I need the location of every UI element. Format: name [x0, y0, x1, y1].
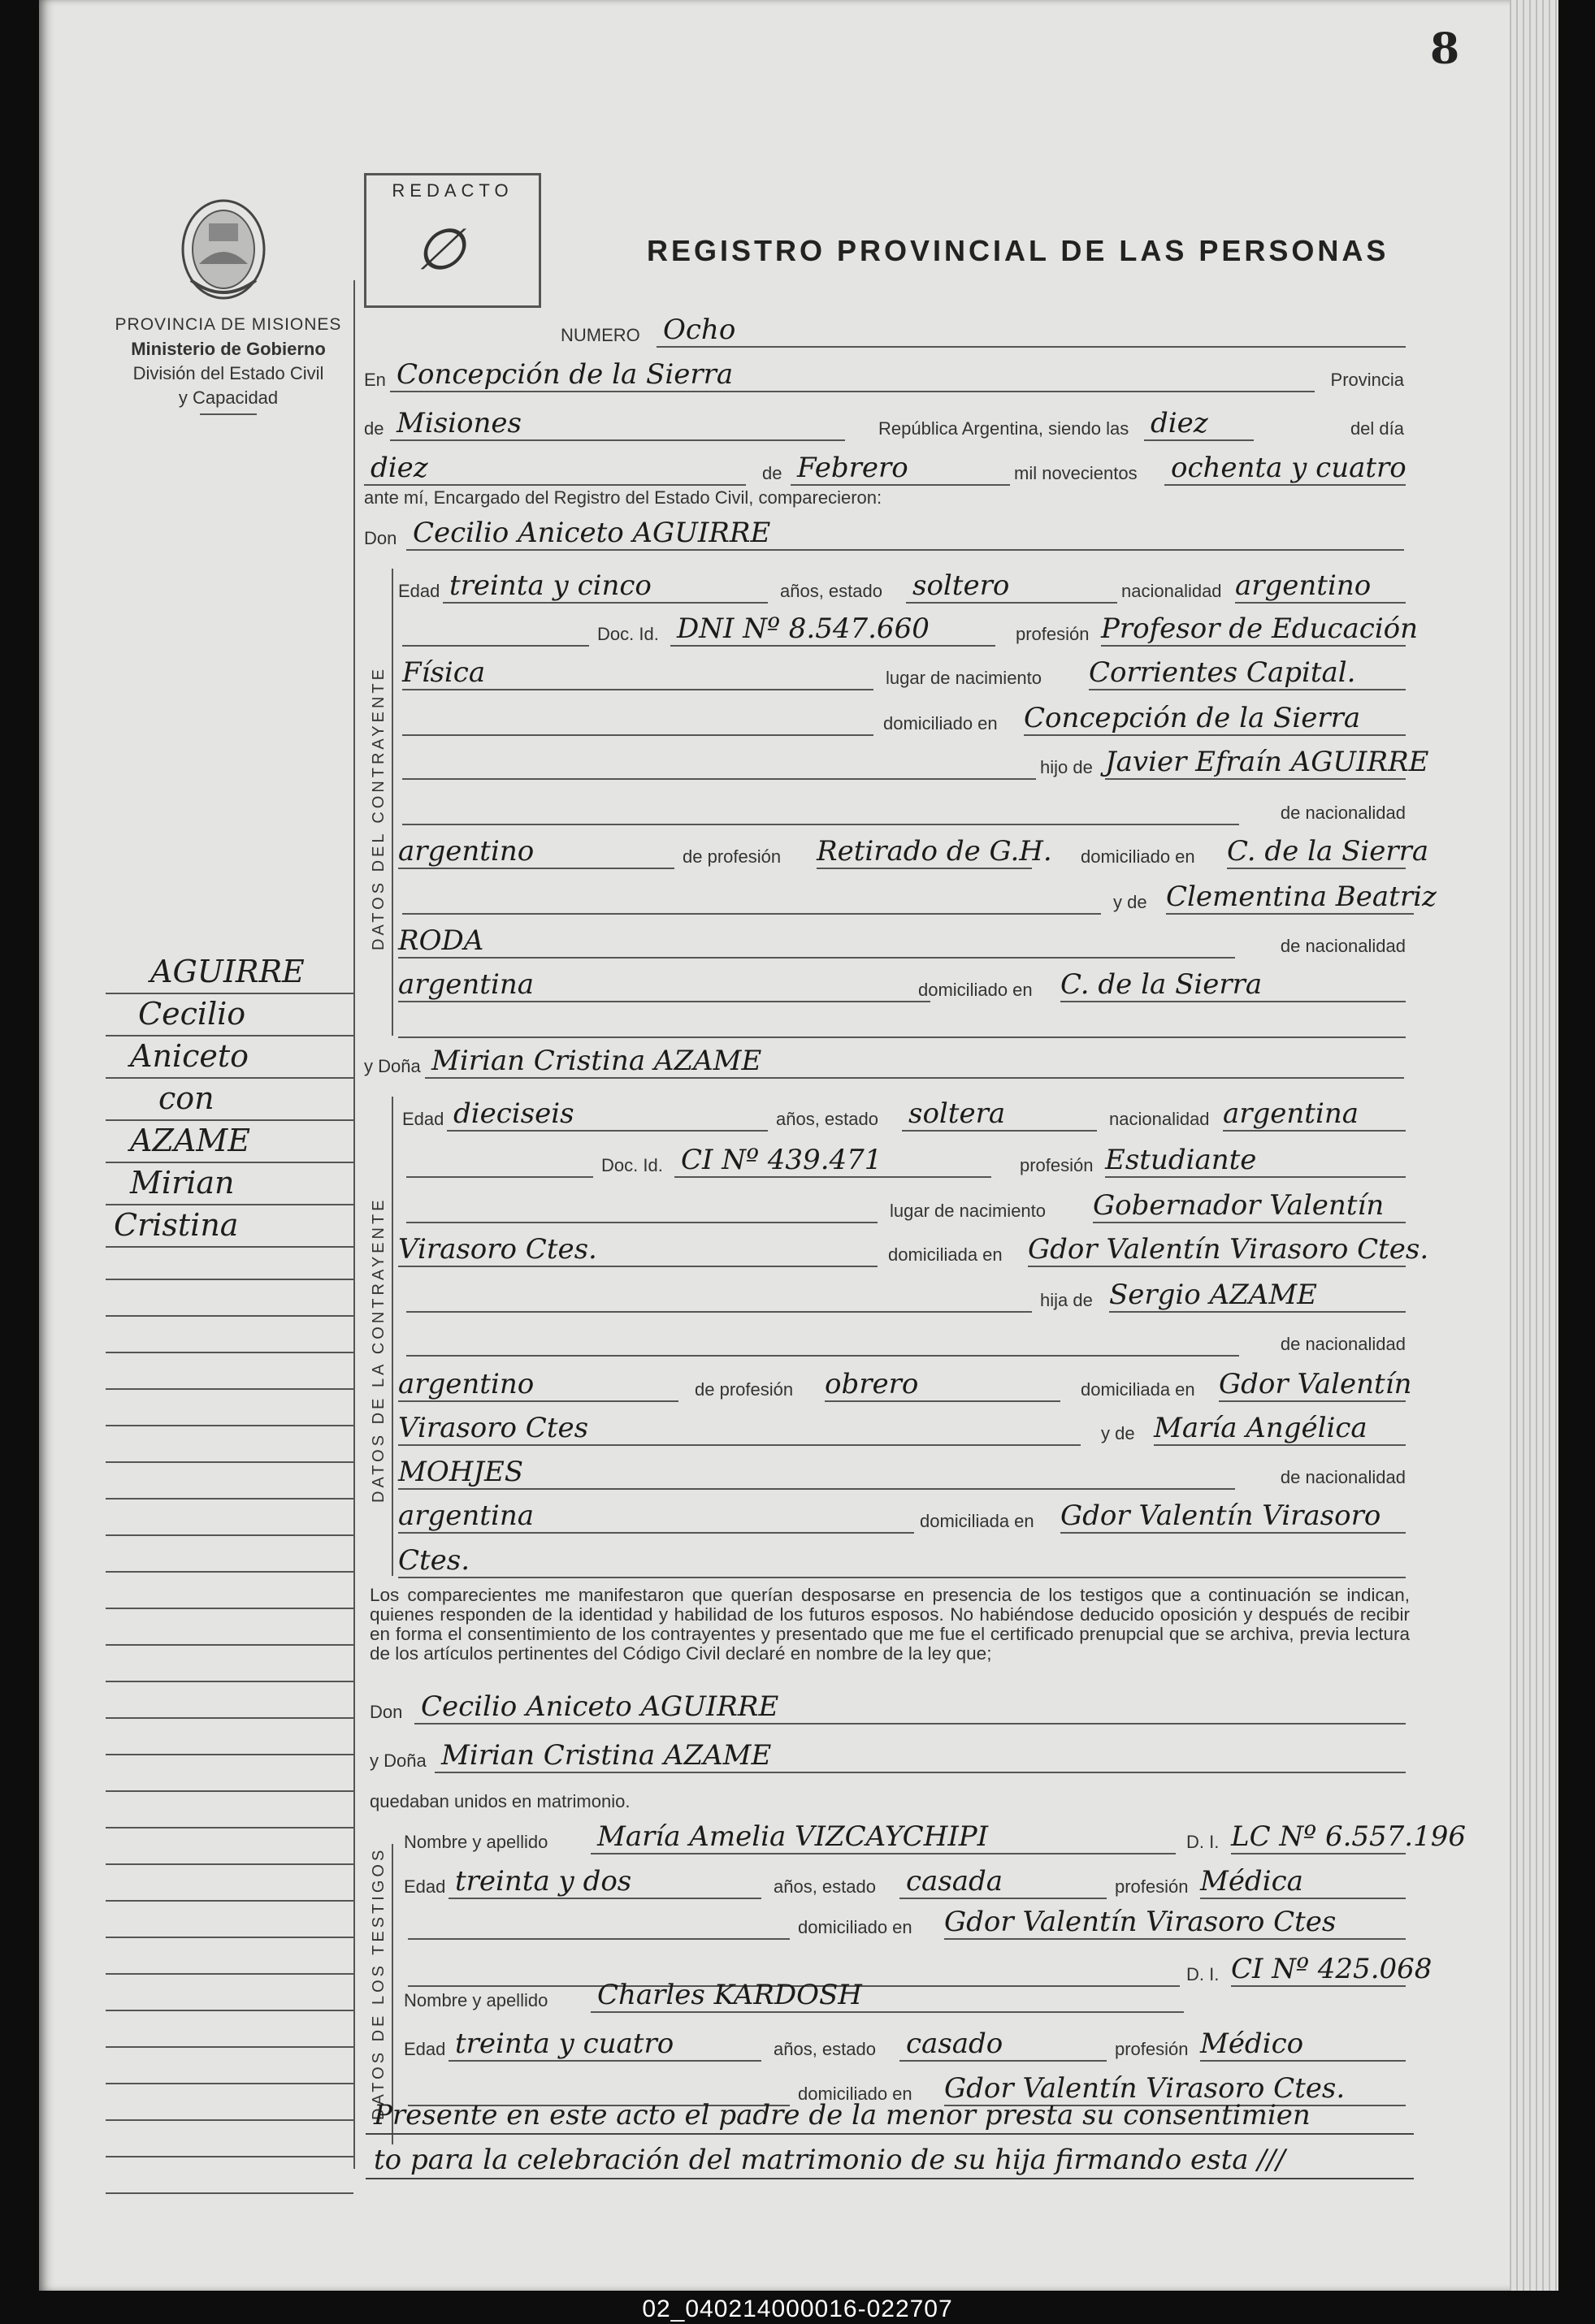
row-provincia: de Misiones República Argentina, siendo las diez del día — [364, 407, 1404, 439]
stamp-initials: ∅ — [415, 216, 465, 283]
margin-ruled-line — [106, 1831, 353, 1865]
row-t1-blank: D. I. CI Nº 425.068 — [404, 1956, 1406, 1989]
hora-field: diez — [1144, 410, 1254, 441]
page-number: 8 — [1430, 24, 1460, 74]
row-f-madre-dom: argentina domiciliada en Gdor Valentín Virasoro — [398, 1503, 1406, 1535]
declaration-paragraph: Los comparecientes me manifestaron que querían desposarse en presencia de los testigos que a continuación se indican, quienes responden de la identidad y habilidad de los futuros esposos. No habiéndose deducido oposición y después de recibir en forma el consentimiento de los contrayentes y presentado que me fue el certificado prenupcial que se archiva, previa lectura de los artículos pertinentes del Código Civil declaré en nombre de la ley que; — [370, 1585, 1410, 1664]
margin-ruled-line — [106, 1685, 353, 1719]
row-f-edad: Edad dieciseis años, estado soltera nacionalidad argentina — [402, 1101, 1406, 1133]
row-c-domicilio: domiciliado en Concepción de la Sierra — [398, 705, 1406, 738]
row-dona: y Doña Mirian Cristina AZAME — [364, 1048, 1404, 1080]
numero-field: Ocho — [657, 317, 1406, 348]
row-t1-edad: Edad treinta y dos años, estado casada profesión Médica — [404, 1868, 1406, 1901]
margin-ruled-line — [106, 1539, 353, 1573]
margin-ruled-line — [106, 1319, 353, 1353]
row-union-dona: y Doña Mirian Cristina AZAME — [370, 1742, 1406, 1775]
redacto-stamp — [364, 173, 541, 308]
margin-line: Cristina — [106, 1204, 353, 1248]
row-t1-domicilio: domiciliado en Gdor Valentín Virasoro Ctes — [404, 1909, 1406, 1941]
margin-ruled-line — [106, 1977, 353, 2011]
mes-field: Febrero — [791, 455, 1010, 486]
office-capacity: y Capacidad — [178, 387, 279, 408]
margin-ruled-line — [106, 1392, 353, 1426]
row-t2-nombre: Nombre y apellido Charles KARDOSH — [404, 1982, 1406, 2015]
margin-ruled-line — [106, 1867, 353, 1902]
margin-ruled-line — [106, 1941, 353, 1975]
row-c-edad: Edad treinta y cinco años, estado soltero nacionalidad argentino — [398, 573, 1406, 605]
margin-ruled-line — [106, 1612, 353, 1646]
handwritten-note-line: to para la celebración del matrimonio de su hija firmando esta /// — [366, 2140, 1414, 2179]
margin-ruled-line — [106, 1465, 353, 1500]
row-quedaban: quedaban unidos en matrimonio. — [370, 1791, 631, 1811]
margin-ruled-line — [106, 1429, 353, 1463]
column-divider — [353, 280, 355, 2169]
handwritten-note-line: Presente en este acto el padre de la menor presta su consentimien — [366, 2096, 1414, 2135]
row-t1-nombre: Nombre y apellido María Amelia VIZCAYCHIPI D. I. LC Nº 6.557.196 — [404, 1820, 1466, 1853]
row-fecha: diez de Febrero mil novecientos ochenta y cuatro — [364, 455, 1406, 487]
row-c-blank — [398, 1007, 1406, 1040]
row-c-doc: Doc. Id. DNI Nº 8.547.660 profesión Profesor de Educación — [398, 616, 1406, 648]
margin-ruled-line — [106, 2014, 353, 2048]
row-c-padre-nac: de nacionalidad — [398, 794, 1406, 827]
margin-ruled-line — [106, 1575, 353, 1609]
anio-field: ochenta y cuatro — [1164, 455, 1406, 486]
row-f-doc: Doc. Id. CI Nº 439.471 profesión Estudiante — [402, 1147, 1406, 1179]
contrayente-name-field: Cecilio Aniceto AGUIRRE — [406, 520, 1404, 551]
margin-ruled-line — [106, 1794, 353, 1828]
row-numero: NUMERO Ocho — [561, 317, 1406, 349]
office-ministry: Ministerio de Gobierno — [131, 339, 326, 359]
contrayenta-name-field: Mirian Cristina AZAME — [425, 1048, 1404, 1079]
margin-ruled-line — [106, 2123, 353, 2157]
row-ante: ante mí, Encargado del Registro del Estado Civil, comparecieron: — [364, 487, 882, 508]
margin-ruled-line — [106, 1283, 353, 1317]
margin-ruled-line — [106, 1648, 353, 1682]
section-contrayenta — [392, 1097, 393, 1576]
margin-ruled-line — [106, 1246, 353, 1280]
margin-line: AGUIRRE — [106, 950, 353, 994]
margin-ruled-line — [106, 1721, 353, 1755]
margin-ruled-line — [106, 1758, 353, 1792]
page-edge-stack — [1510, 0, 1558, 2291]
office-province: PROVINCIA DE MISIONES — [115, 315, 342, 334]
margin-ruled-line — [106, 1356, 353, 1390]
row-f-madre: Virasoro Ctes y de María Angélica — [398, 1415, 1406, 1448]
label-datos-contrayenta: DATOS DE LA CONTRAYENTE — [370, 1197, 388, 1503]
office-divider — [200, 413, 257, 415]
row-f-domicilio: Virasoro Ctes. domiciliada en Gdor Valentín Virasoro Ctes. — [398, 1233, 1429, 1266]
label-datos-contrayente: DATOS DEL CONTRAYENTE — [370, 666, 388, 950]
row-f-padre-nac: de nacionalidad — [402, 1326, 1406, 1358]
row-c-madre: y de Clementina Beatriz — [398, 884, 1414, 916]
row-c-lugar: Física lugar de nacimiento Corrientes Capital. — [398, 660, 1406, 692]
registry-title: REGISTRO PROVINCIAL DE LAS PERSONAS — [647, 234, 1389, 267]
section-contrayente — [392, 569, 393, 1036]
row-lugar: En Concepción de la Sierra Provincia — [364, 358, 1404, 391]
margin-line: con — [106, 1077, 353, 1121]
row-f-madre-dom2: Ctes. — [398, 1547, 1406, 1580]
margin-ruled-line — [106, 2087, 353, 2121]
lugar-field: Concepción de la Sierra — [390, 361, 1315, 392]
row-f-madre-nac: MOHJES de nacionalidad — [398, 1456, 1406, 1488]
stamp-label: REDACTO — [392, 180, 514, 201]
provincia-field: Misiones — [390, 410, 845, 441]
margin-ruled-line — [106, 2050, 353, 2084]
margin-line: Mirian — [106, 1162, 353, 1205]
row-t2-domicilio: domiciliado en Gdor Valentín Virasoro Ctes. — [404, 2075, 1406, 2108]
margin-ruled-line — [106, 2160, 353, 2194]
margin-line: Cecilio — [106, 993, 353, 1036]
margin-line: AZAME — [106, 1119, 353, 1163]
provincial-seal-icon — [175, 191, 272, 305]
row-f-padre: hija de Sergio AZAME — [402, 1282, 1406, 1314]
scan-file-id: 02_040214000016-022707 — [642, 2296, 953, 2322]
row-union-don: Don Cecilio Aniceto AGUIRRE — [370, 1694, 1406, 1726]
row-f-lugar: lugar de nacimiento Gobernador Valentín — [402, 1192, 1406, 1225]
row-t2-edad: Edad treinta y cuatro años, estado casado profesión Médico — [404, 2031, 1406, 2063]
margin-ruled-line — [106, 1502, 353, 1536]
row-don: Don Cecilio Aniceto AGUIRRE — [364, 520, 1404, 552]
margin-line: Aniceto — [106, 1035, 353, 1079]
row-c-madre-nac: RODA de nacionalidad — [398, 924, 1406, 957]
margin-ruled-line — [106, 1904, 353, 1938]
issuing-office — [102, 313, 354, 418]
office-division: División del Estado Civil — [132, 363, 324, 383]
row-c-madre-dom: argentina domiciliado en C. de la Sierra — [398, 972, 1406, 1004]
label-datos-testigos: DATOS DE LOS TESTIGOS — [370, 1846, 388, 2120]
dia-field: diez — [364, 455, 746, 486]
row-c-padre: hijo de Javier Efraín AGUIRRE — [398, 749, 1406, 781]
row-c-padre-prof: argentino de profesión Retirado de G.H. domiciliado en C. de la Sierra — [398, 835, 1429, 868]
row-f-padre-prof: argentino de profesión obrero domiciliada en Gdor Valentín — [398, 1368, 1412, 1400]
